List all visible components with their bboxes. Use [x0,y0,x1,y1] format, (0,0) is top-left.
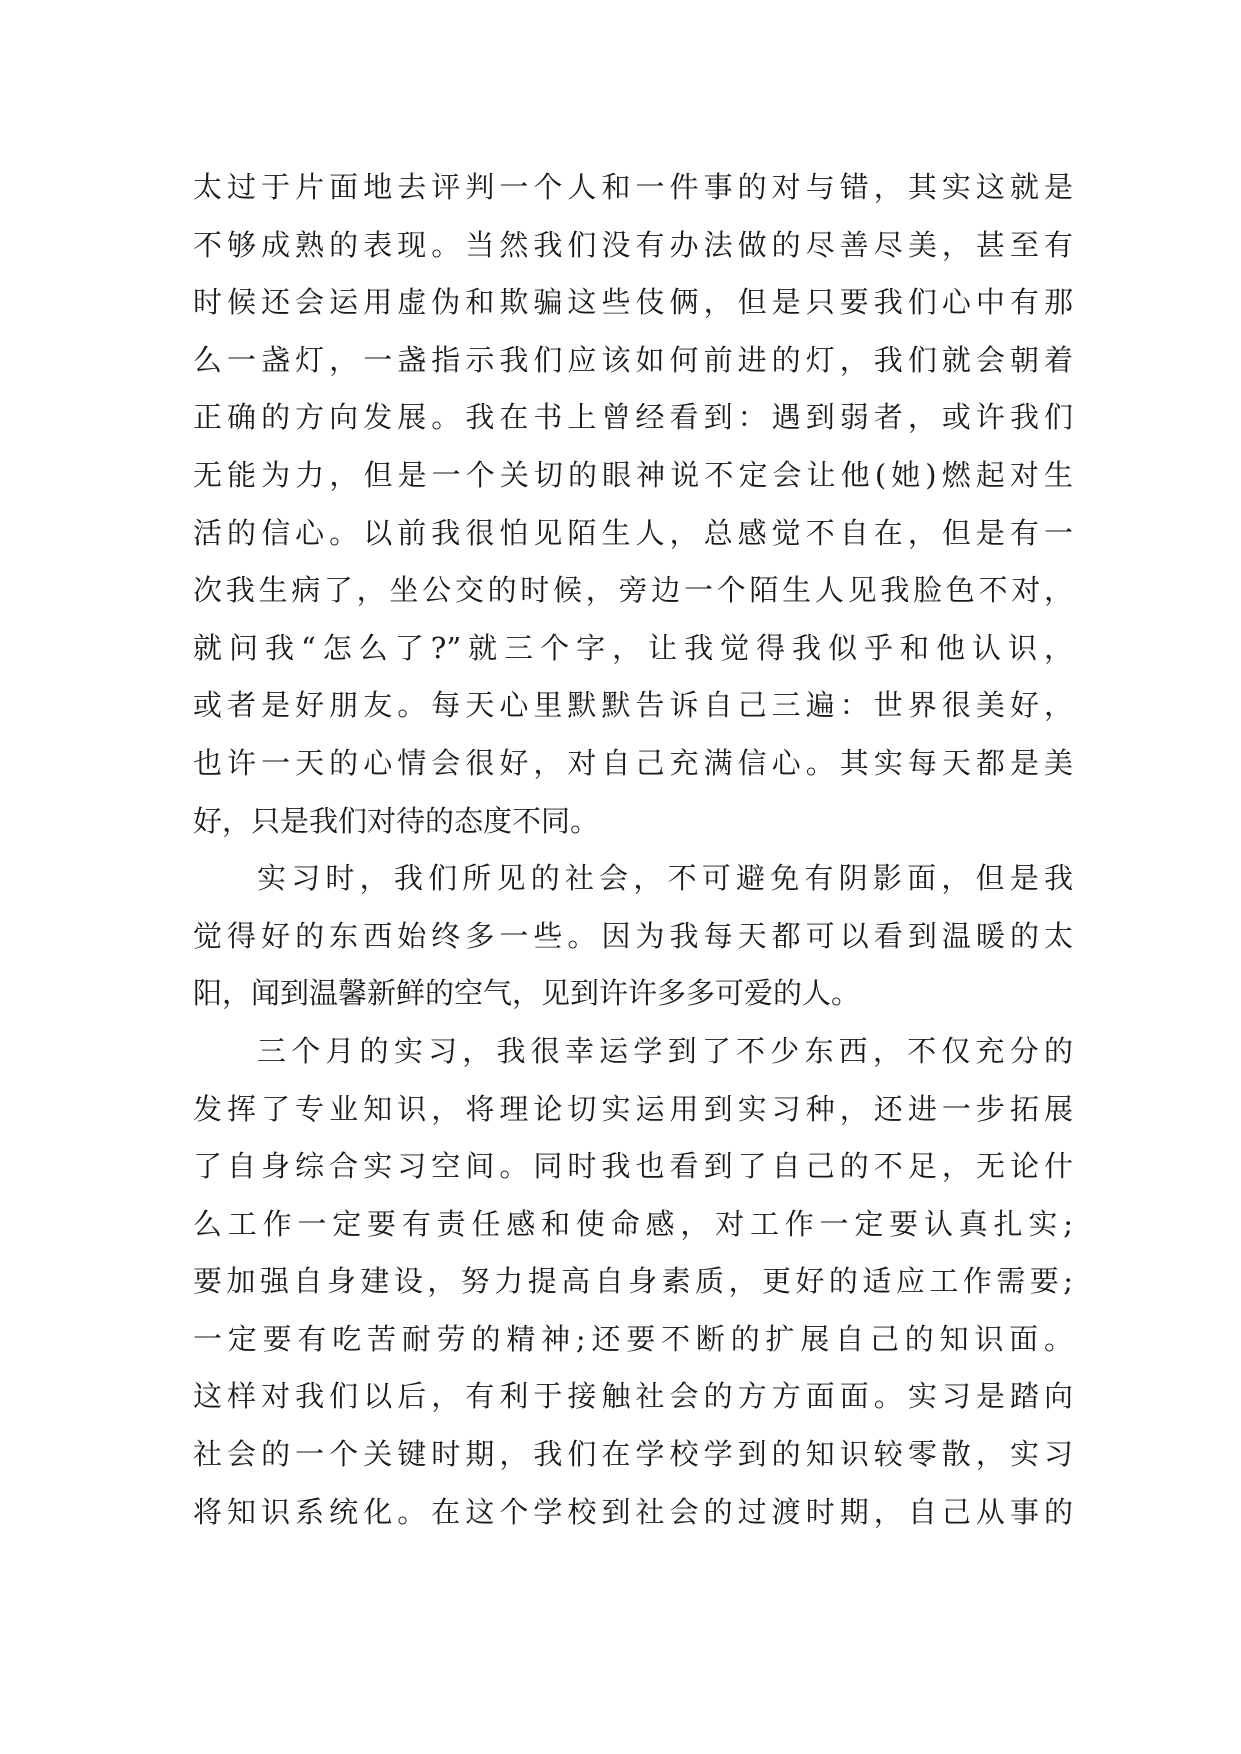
text-line: 了自身综合实习空间。同时我也看到了自己的不足，无论什 [193,1149,1073,1184]
text-line: 不够成熟的表现。当然我们没有办法做的尽善尽美，甚至有 [193,227,1073,262]
body-text [193,159,1073,1541]
text-line: 次我生病了，坐公交的时候，旁边一个陌生人见我脸色不对， [193,573,1073,608]
text-line: 发挥了专业知识，将理论切实运用到实习种，还进一步拓展 [193,1091,1073,1126]
text-line: 也许一天的心情会很好，对自己充满信心。其实每天都是美 [193,745,1073,780]
text-line: 么工作一定要有责任感和使命感，对工作一定要认真扎实; [193,1206,1073,1241]
text-line: 太过于片面地去评判一个人和一件事的对与错，其实这就是 [193,170,1073,204]
text-line: 社会的一个关键时期，我们在学校学到的知识较零散，实习 [193,1437,1073,1472]
text-line: 或者是好朋友。每天心里默默告诉自己三遍：世界很美好， [193,688,1073,723]
text-line: 么一盏灯，一盏指示我们应该如何前进的灯，我们就会朝着 [193,342,1073,377]
text-line: 无能为力，但是一个关切的眼神说不定会让他(她)燃起对生 [193,457,1073,492]
paragraph-first-line: 三个月的实习，我很幸运学到了不少东西，不仅充分的 [257,1033,1073,1068]
text-line: 就问我“怎么了?”就三个字，让我觉得我似乎和他认识， [193,630,1073,665]
text-line: 时候还会运用虚伪和欺骗这些伎俩，但是只要我们心中有那 [193,285,1073,320]
text-line: 阳，闻到温馨新鲜的空气，见到许许多多可爱的人。 [193,976,861,1011]
text-line: 一定要有吃苦耐劳的精神;还要不断的扩展自己的知识面。 [193,1321,1073,1356]
text-line: 觉得好的东西始终多一些。因为我每天都可以看到温暖的太 [193,918,1073,953]
text-line: 活的信心。以前我很怕见陌生人，总感觉不自在，但是有一 [193,515,1073,550]
text-line: 这样对我们以后，有利于接触社会的方方面面。实习是踏向 [193,1379,1073,1414]
paragraph-first-line: 实习时，我们所见的社会，不可避免有阴影面，但是我 [257,861,1073,896]
text-line: 正确的方向发展。我在书上曾经看到：遇到弱者，或许我们 [193,400,1073,435]
text-line: 好，只是我们对待的态度不同。 [193,803,600,838]
text-line: 将知识系统化。在这个学校到社会的过渡时期，自己从事的 [193,1494,1073,1529]
text-line: 要加强自身建设，努力提高自身素质，更好的适应工作需要; [193,1264,1073,1299]
